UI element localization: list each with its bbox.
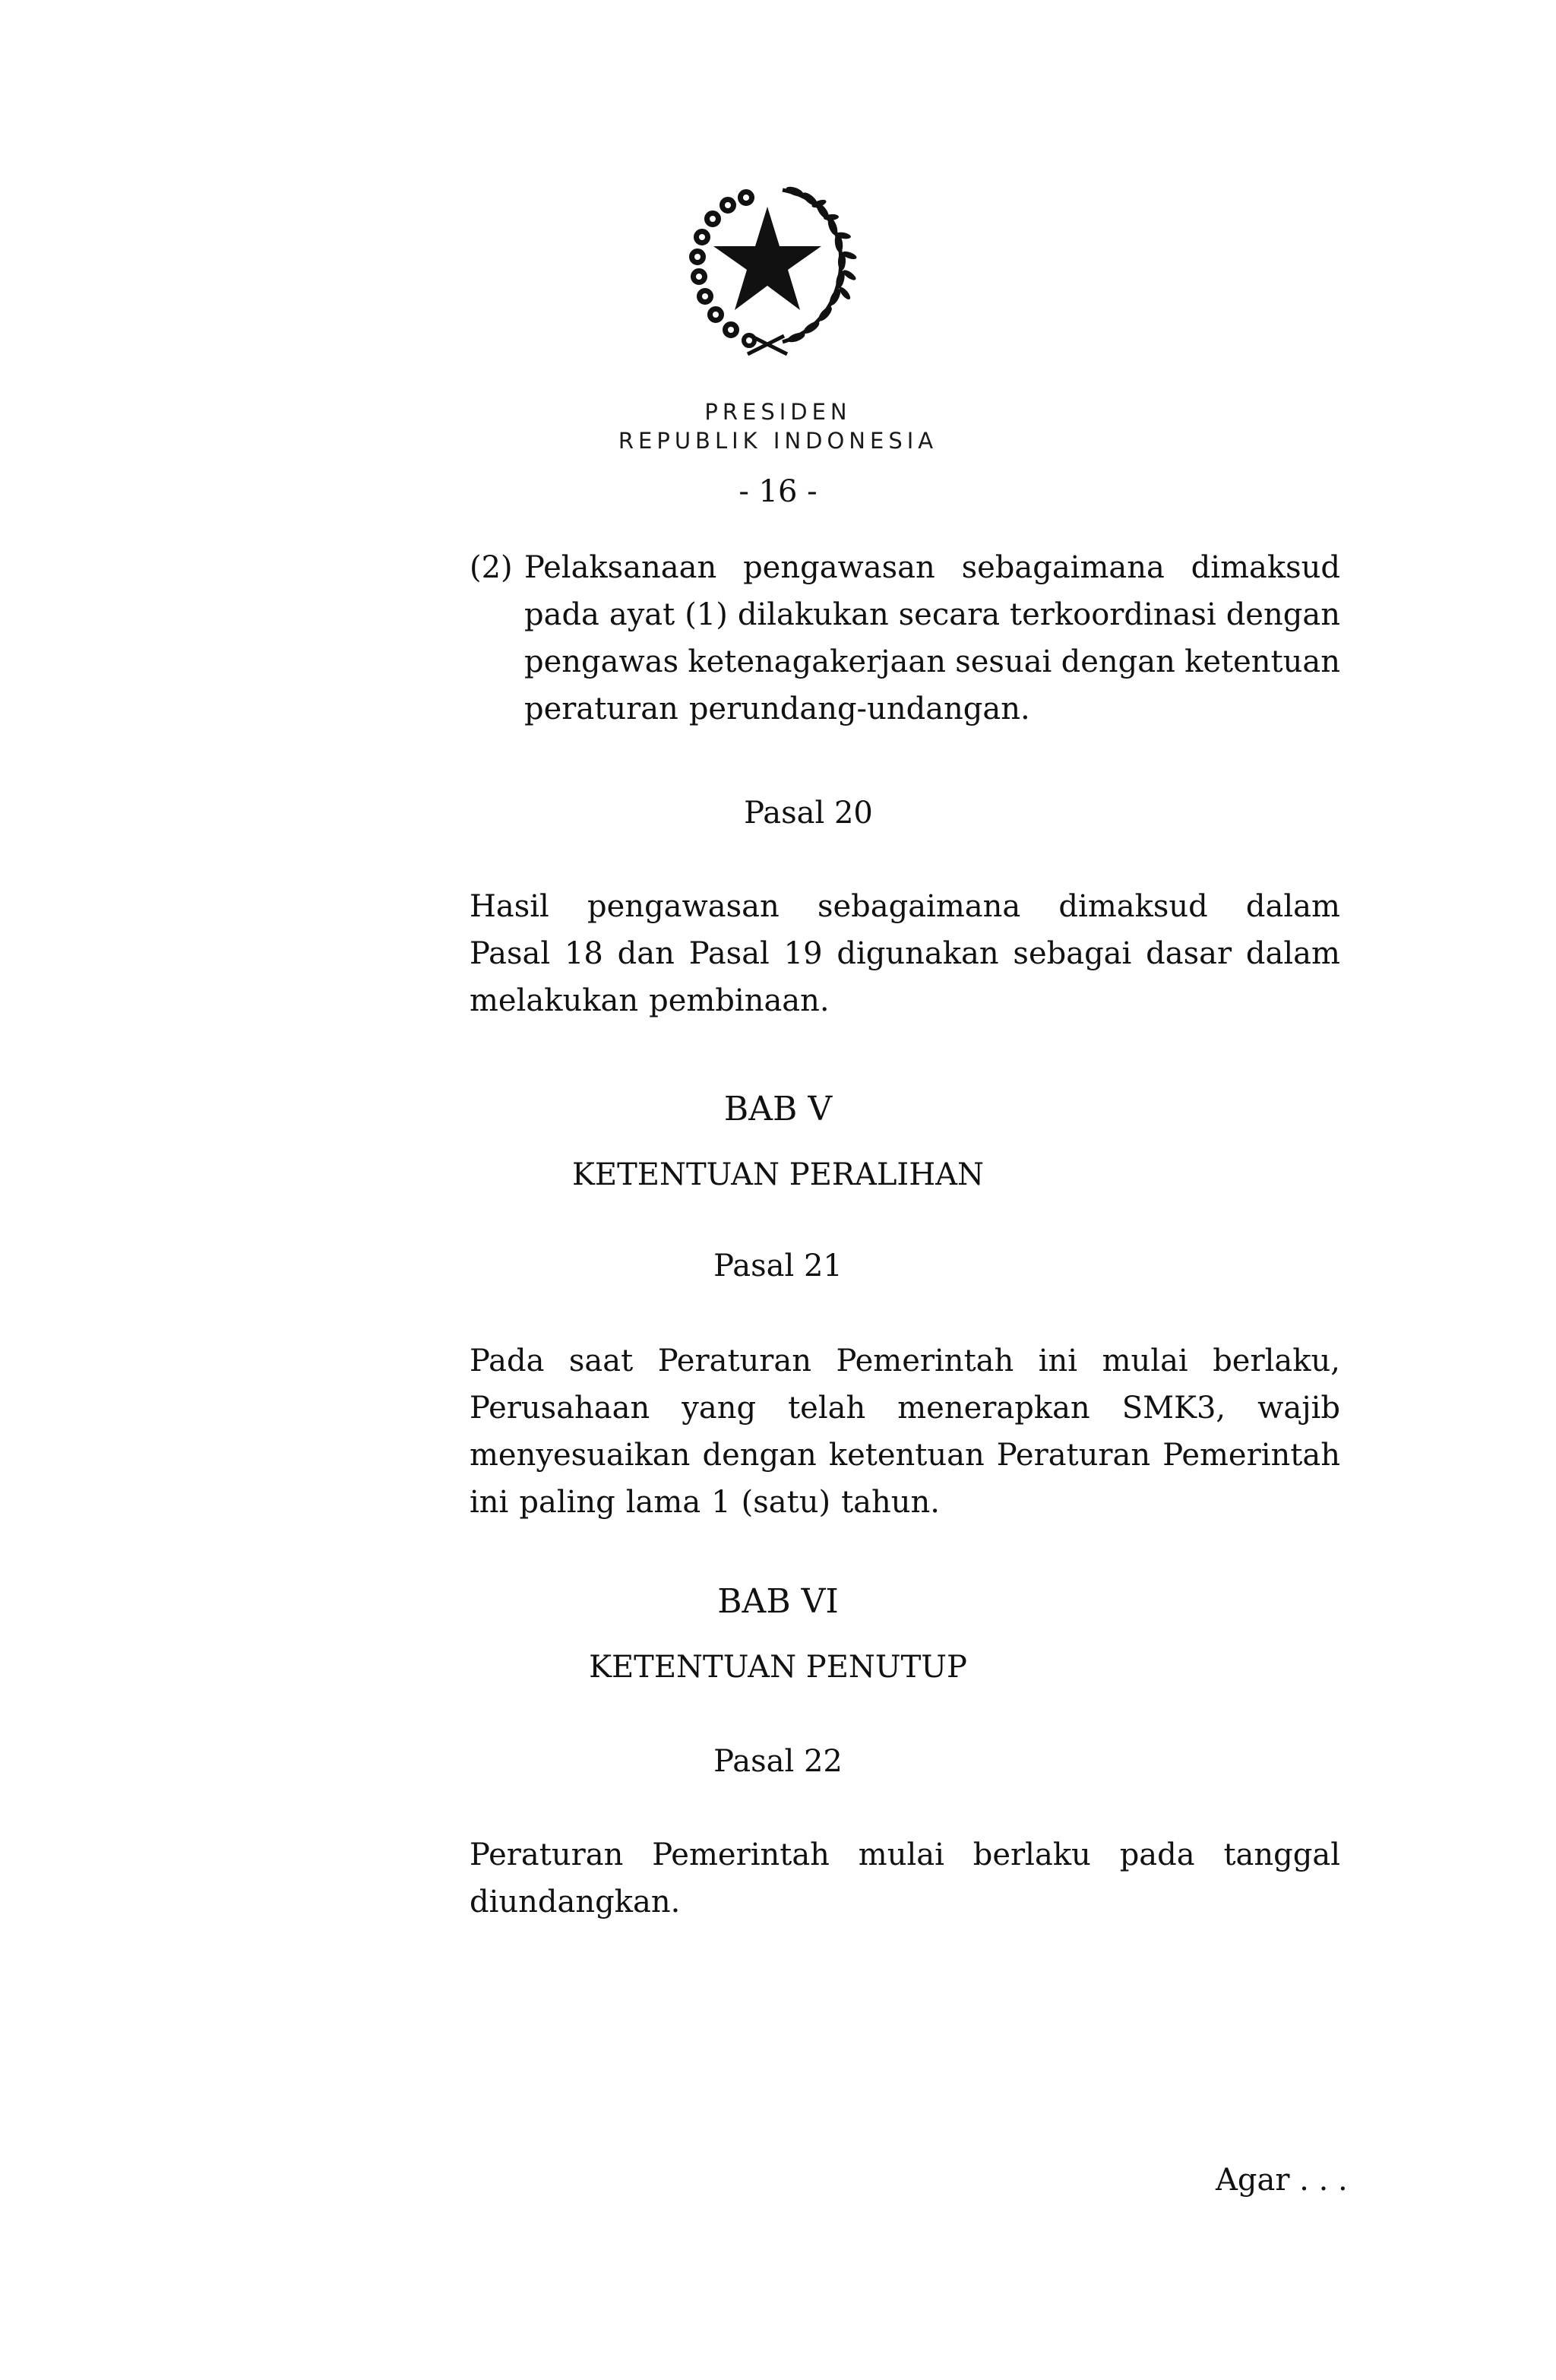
word: Hasil	[470, 889, 549, 924]
word: ayat	[609, 597, 675, 632]
pasal-22-paragraph	[470, 1831, 1340, 1926]
word: terkoordinasi	[1010, 597, 1216, 632]
word: Peraturan	[657, 1343, 812, 1378]
bab-5-heading: BAB V	[723, 1090, 833, 1128]
word: 18	[564, 936, 603, 971]
word: Pelaksanaan	[524, 550, 717, 585]
word: pada	[524, 597, 599, 632]
bab-6-title: KETENTUAN PENUTUP	[589, 1650, 967, 1685]
pasal-22-heading: Pasal 22	[713, 1744, 843, 1779]
word: paling	[519, 1485, 615, 1520]
paragraph-line	[470, 977, 1340, 1024]
word: ketentuan	[1184, 644, 1340, 679]
word: sebagai	[1013, 936, 1132, 971]
paragraph-line	[470, 1385, 1340, 1432]
word: digunakan	[837, 936, 999, 971]
paragraph-line	[524, 638, 1340, 685]
word: tahun.	[841, 1485, 940, 1520]
word: pada	[1119, 1837, 1195, 1872]
word: sesuai	[955, 644, 1052, 679]
institution-name-line2: REPUBLIK INDONESIA	[618, 428, 938, 454]
paragraph-line	[470, 1337, 1340, 1385]
word: berlaku	[972, 1837, 1091, 1872]
word: Perusahaan	[470, 1391, 650, 1426]
word: secara	[898, 597, 1001, 632]
word: pengawasan	[587, 889, 780, 924]
institution-name-line1: PRESIDEN	[704, 399, 852, 425]
word: dengan	[1226, 597, 1340, 632]
word: Pada	[470, 1343, 545, 1378]
word: ini	[470, 1485, 509, 1520]
word: dengan	[702, 1438, 817, 1473]
word: wajib	[1257, 1391, 1340, 1426]
presidential-emblem-icon	[669, 173, 866, 363]
word: dilakukan	[737, 597, 889, 632]
continuation-catchword: Agar . . .	[1216, 2163, 1348, 2198]
page-number: - 16 -	[738, 474, 818, 509]
word: mulai	[1102, 1343, 1188, 1378]
word: dalam	[1245, 936, 1340, 971]
word: 19	[783, 936, 823, 971]
paragraph-line	[470, 930, 1340, 977]
word: Peraturan	[996, 1438, 1151, 1473]
word: yang	[682, 1391, 757, 1426]
pasal-20-heading: Pasal 20	[744, 796, 873, 831]
word: dimaksud	[1191, 550, 1340, 585]
paragraph-line	[524, 591, 1340, 638]
word: ketentuan	[828, 1438, 985, 1473]
word: saat	[568, 1343, 634, 1378]
word: (satu)	[741, 1485, 831, 1520]
ayat-number: (2)	[470, 550, 513, 585]
paragraph-line	[524, 685, 1340, 733]
word: 1	[711, 1485, 731, 1520]
paragraph-line	[470, 1479, 1340, 1526]
word: perundang-undangan.	[688, 692, 1030, 726]
word: lama	[625, 1485, 701, 1520]
word: peraturan	[524, 692, 678, 726]
word: dasar	[1146, 936, 1232, 971]
word: menerapkan	[897, 1391, 1090, 1426]
word: dimaksud	[1058, 889, 1208, 924]
word: dalam	[1245, 889, 1340, 924]
word: melakukan	[470, 983, 639, 1018]
pasal-21-heading: Pasal 21	[713, 1249, 843, 1283]
paragraph-line	[470, 883, 1340, 930]
word: dengan	[1061, 644, 1175, 679]
paragraph-line	[524, 544, 1340, 591]
word: pembinaan.	[649, 983, 830, 1018]
word: tanggal	[1223, 1837, 1340, 1872]
paragraph-line	[470, 1432, 1340, 1479]
word: (1)	[685, 597, 728, 632]
word: pengawasan	[743, 550, 935, 585]
word: sebagaimana	[817, 889, 1021, 924]
word: ketenagakerjaan	[688, 644, 946, 679]
bab-6-heading: BAB VI	[717, 1582, 839, 1621]
paragraph-line	[470, 1831, 1340, 1878]
bab-5-title: KETENTUAN PERALIHAN	[572, 1157, 984, 1192]
ayat-2-paragraph	[524, 544, 1340, 733]
word: Pemerintah	[836, 1343, 1014, 1378]
word: berlaku,	[1213, 1343, 1340, 1378]
word: Pemerintah	[652, 1837, 830, 1872]
paragraph-line	[470, 1878, 1340, 1926]
word: dan	[617, 936, 675, 971]
word: Pasal	[688, 936, 770, 971]
word: telah	[788, 1391, 866, 1426]
word: menyesuaikan	[470, 1438, 691, 1473]
word: SMK3,	[1121, 1391, 1226, 1426]
word: sebagaimana	[961, 550, 1165, 585]
word: Peraturan	[470, 1837, 624, 1872]
pasal-21-paragraph	[470, 1337, 1340, 1526]
word: Pasal	[470, 936, 551, 971]
word: pengawas	[524, 644, 679, 679]
word: ini	[1038, 1343, 1078, 1378]
word: diundangkan.	[470, 1885, 681, 1920]
pasal-20-paragraph	[470, 883, 1340, 1024]
word: Pemerintah	[1162, 1438, 1340, 1473]
word: mulai	[858, 1837, 944, 1872]
